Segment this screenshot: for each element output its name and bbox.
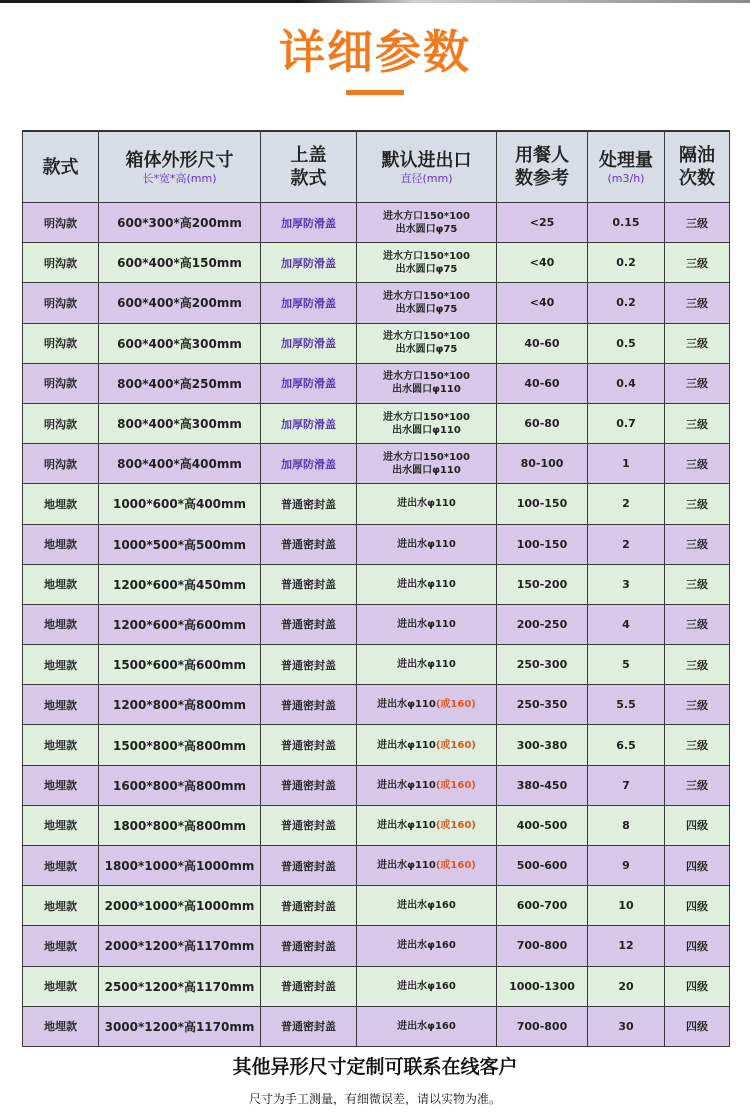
port-line-2: 出水圆口φ75	[395, 223, 458, 235]
cell-style: 地埋款	[23, 524, 99, 564]
port-line-2: 出水圆口φ110	[392, 424, 461, 436]
cell-people: <40	[497, 243, 588, 283]
cell-lid: 普通密封盖	[261, 966, 357, 1006]
cell-size: 3000*1200*高1170mm	[99, 1006, 261, 1046]
cell-style: 地埋款	[23, 805, 99, 845]
cell-port	[357, 966, 497, 1006]
port-line-2: (或160)	[435, 819, 476, 831]
cell-separation: 三级	[665, 645, 730, 685]
cell-separation: 四级	[665, 846, 730, 886]
table-row	[23, 444, 730, 484]
cell-lid: 普通密封盖	[261, 685, 357, 725]
cell-style: 明沟款	[23, 444, 99, 484]
cell-capacity: 2	[588, 524, 665, 564]
cell-style: 明沟款	[23, 283, 99, 323]
cell-separation: 三级	[665, 765, 730, 805]
table-row	[23, 323, 730, 363]
table-row	[23, 725, 730, 765]
cell-people: 80-100	[497, 444, 588, 484]
cell-separation: 三级	[665, 243, 730, 283]
port-line-1: 进出水φ160	[397, 980, 456, 992]
cell-style: 明沟款	[23, 243, 99, 283]
cell-lid: 加厚防滑盖	[261, 403, 357, 443]
cell-size: 2500*1200*高1170mm	[99, 966, 261, 1006]
cell-port	[357, 886, 497, 926]
cell-lid: 加厚防滑盖	[261, 444, 357, 484]
port-line-1: 进出水φ160	[397, 940, 456, 952]
table-row	[23, 846, 730, 886]
cell-size: 1000*600*高400mm	[99, 484, 261, 524]
table-row	[23, 564, 730, 604]
cell-port	[357, 805, 497, 845]
port-line-1: 进出水φ110	[397, 618, 456, 630]
cell-port	[357, 685, 497, 725]
port-line-1: 进水方口150*100	[383, 371, 470, 383]
cell-port	[357, 243, 497, 283]
cell-capacity: 0.2	[588, 243, 665, 283]
cell-lid: 普通密封盖	[261, 765, 357, 805]
cell-separation: 三级	[665, 283, 730, 323]
cell-port	[357, 725, 497, 765]
cell-size: 1600*800*高800mm	[99, 765, 261, 805]
cell-people: 40-60	[497, 363, 588, 403]
port-line-1: 进出水φ110	[377, 779, 436, 791]
cell-port	[357, 926, 497, 966]
cell-size: 1200*600*高600mm	[99, 604, 261, 644]
cell-capacity: 3	[588, 564, 665, 604]
cell-size: 1500*600*高600mm	[99, 645, 261, 685]
cell-capacity: 0.5	[588, 323, 665, 363]
cell-lid: 普通密封盖	[261, 725, 357, 765]
cell-size: 600*400*高300mm	[99, 323, 261, 363]
cell-capacity: 2	[588, 484, 665, 524]
cell-people: 250-350	[497, 685, 588, 725]
cell-separation: 三级	[665, 725, 730, 765]
port-line-2: (或160)	[435, 739, 476, 751]
cell-capacity: 0.15	[588, 203, 665, 243]
cell-lid: 普通密封盖	[261, 564, 357, 604]
table-row	[23, 243, 730, 283]
page-title: 详细参数	[279, 25, 471, 79]
footer-custom-note: 其他异形尺寸定制可联系在线客户	[232, 1056, 518, 1078]
cell-lid: 加厚防滑盖	[261, 243, 357, 283]
cell-lid: 普通密封盖	[261, 805, 357, 845]
cell-separation: 三级	[665, 363, 730, 403]
footer-measure-note: 尺寸为手工测量，有细微误差，请以实物为准。	[248, 1092, 501, 1106]
cell-separation: 三级	[665, 403, 730, 443]
cell-size: 600*300*高200mm	[99, 203, 261, 243]
cell-lid: 普通密封盖	[261, 604, 357, 644]
cell-capacity: 0.7	[588, 403, 665, 443]
cell-style: 地埋款	[23, 645, 99, 685]
cell-port	[357, 765, 497, 805]
port-line-2: 出水圆口φ75	[395, 344, 458, 356]
cell-capacity: 10	[588, 886, 665, 926]
port-line-1: 进水方口150*100	[383, 210, 470, 222]
cell-capacity: 20	[588, 966, 665, 1006]
cell-lid: 普通密封盖	[261, 846, 357, 886]
cell-capacity: 5.5	[588, 685, 665, 725]
port-line-1: 进水方口150*100	[383, 451, 470, 463]
cell-lid: 普通密封盖	[261, 524, 357, 564]
cell-port	[357, 604, 497, 644]
cell-capacity: 0.2	[588, 283, 665, 323]
cell-size: 1500*800*高800mm	[99, 725, 261, 765]
table-row	[23, 604, 730, 644]
cell-separation: 四级	[665, 966, 730, 1006]
port-line-2: 出水圆口φ75	[395, 303, 458, 315]
table-row	[23, 1006, 730, 1046]
cell-separation: 四级	[665, 805, 730, 845]
cell-separation: 三级	[665, 685, 730, 725]
top-divider-line	[0, 0, 750, 3]
cell-size: 1200*600*高450mm	[99, 564, 261, 604]
cell-capacity: 5	[588, 645, 665, 685]
cell-size: 2000*1000*高1000mm	[99, 886, 261, 926]
cell-style: 地埋款	[23, 484, 99, 524]
table-row	[23, 966, 730, 1006]
cell-people: 380-450	[497, 765, 588, 805]
cell-port	[357, 403, 497, 443]
table-row	[23, 203, 730, 243]
port-line-1: 进出水φ110	[397, 659, 456, 671]
table-row	[23, 403, 730, 443]
cell-style: 地埋款	[23, 966, 99, 1006]
cell-separation: 四级	[665, 886, 730, 926]
cell-style: 地埋款	[23, 725, 99, 765]
cell-capacity: 6.5	[588, 725, 665, 765]
cell-capacity: 4	[588, 604, 665, 644]
port-line-1: 进出水φ160	[397, 900, 456, 912]
port-line-1: 进水方口150*100	[383, 331, 470, 343]
cell-people: 100-150	[497, 524, 588, 564]
cell-separation: 三级	[665, 484, 730, 524]
cell-port	[357, 846, 497, 886]
cell-lid: 加厚防滑盖	[261, 203, 357, 243]
cell-people: 500-600	[497, 846, 588, 886]
cell-people: 700-800	[497, 926, 588, 966]
cell-separation: 四级	[665, 926, 730, 966]
spec-table	[22, 130, 730, 1047]
cell-port	[357, 484, 497, 524]
cell-size: 1800*800*高800mm	[99, 805, 261, 845]
cell-style: 地埋款	[23, 604, 99, 644]
table-row	[23, 765, 730, 805]
port-line-1: 进出水φ110	[377, 860, 436, 872]
cell-port	[357, 645, 497, 685]
port-line-1: 进出水φ110	[377, 819, 436, 831]
port-line-2: (或160)	[435, 779, 476, 791]
header-separation: 隔油 次数	[665, 131, 730, 203]
cell-people: 60-80	[497, 403, 588, 443]
cell-port	[357, 1006, 497, 1046]
cell-lid: 加厚防滑盖	[261, 323, 357, 363]
table-row	[23, 363, 730, 403]
cell-port	[357, 444, 497, 484]
table-row	[23, 524, 730, 564]
port-line-1: 进出水φ110	[397, 498, 456, 510]
cell-capacity: 12	[588, 926, 665, 966]
cell-separation: 三级	[665, 203, 730, 243]
cell-size: 800*400*高250mm	[99, 363, 261, 403]
table-header-row	[23, 131, 730, 203]
cell-people: 150-200	[497, 564, 588, 604]
port-line-2: (或160)	[435, 699, 476, 711]
table-row	[23, 886, 730, 926]
cell-capacity: 0.4	[588, 363, 665, 403]
cell-people: 200-250	[497, 604, 588, 644]
header-people: 用餐人 数参考	[497, 131, 588, 203]
table-row	[23, 685, 730, 725]
cell-style: 明沟款	[23, 203, 99, 243]
cell-lid: 普通密封盖	[261, 926, 357, 966]
cell-people: 100-150	[497, 484, 588, 524]
cell-lid: 普通密封盖	[261, 484, 357, 524]
cell-separation: 三级	[665, 524, 730, 564]
cell-size: 1200*800*高800mm	[99, 685, 261, 725]
header-capacity: 处理量 (m3/h)	[588, 131, 665, 203]
cell-lid: 普通密封盖	[261, 645, 357, 685]
port-line-2: 出水圆口φ75	[395, 263, 458, 275]
cell-capacity: 1	[588, 444, 665, 484]
header-style: 款式	[23, 131, 99, 203]
cell-capacity: 7	[588, 765, 665, 805]
cell-lid: 普通密封盖	[261, 886, 357, 926]
cell-port	[357, 524, 497, 564]
cell-capacity: 9	[588, 846, 665, 886]
table-row	[23, 926, 730, 966]
header-port: 默认进出口 直径(mm)	[357, 131, 497, 203]
cell-size: 600*400*高150mm	[99, 243, 261, 283]
table-row	[23, 484, 730, 524]
cell-separation: 三级	[665, 564, 730, 604]
port-line-2: (或160)	[435, 860, 476, 872]
cell-style: 地埋款	[23, 886, 99, 926]
table-row	[23, 805, 730, 845]
cell-people: 250-300	[497, 645, 588, 685]
cell-lid: 普通密封盖	[261, 1006, 357, 1046]
cell-style: 地埋款	[23, 926, 99, 966]
cell-port	[357, 323, 497, 363]
port-line-2: 出水圆口φ110	[392, 384, 461, 396]
port-line-1: 进水方口150*100	[383, 290, 470, 302]
cell-separation: 四级	[665, 1006, 730, 1046]
cell-style: 地埋款	[23, 685, 99, 725]
header-size: 箱体外形尺寸 长*宽*高(mm)	[99, 131, 261, 203]
cell-style: 地埋款	[23, 765, 99, 805]
cell-style: 明沟款	[23, 363, 99, 403]
table-row	[23, 283, 730, 323]
cell-people: 300-380	[497, 725, 588, 765]
cell-port	[357, 363, 497, 403]
cell-capacity: 30	[588, 1006, 665, 1046]
cell-size: 600*400*高200mm	[99, 283, 261, 323]
cell-people: 400-500	[497, 805, 588, 845]
cell-lid: 加厚防滑盖	[261, 363, 357, 403]
cell-style: 地埋款	[23, 846, 99, 886]
port-line-1: 进出水φ160	[397, 1020, 456, 1032]
cell-style: 明沟款	[23, 323, 99, 363]
cell-separation: 三级	[665, 604, 730, 644]
cell-size: 1000*500*高500mm	[99, 524, 261, 564]
cell-people: <40	[497, 283, 588, 323]
cell-style: 地埋款	[23, 1006, 99, 1046]
cell-people: 700-800	[497, 1006, 588, 1046]
header-lid: 上盖 款式	[261, 131, 357, 203]
cell-size: 1800*1000*高1000mm	[99, 846, 261, 886]
cell-size: 800*400*高400mm	[99, 444, 261, 484]
cell-people: 1000-1300	[497, 966, 588, 1006]
cell-size: 2000*1200*高1170mm	[99, 926, 261, 966]
cell-people: 600-700	[497, 886, 588, 926]
port-line-1: 进出水φ110	[377, 699, 436, 711]
table-row	[23, 645, 730, 685]
cell-capacity: 8	[588, 805, 665, 845]
title-underline	[346, 90, 404, 95]
port-line-2: 出水圆口φ110	[392, 464, 461, 476]
cell-people: <25	[497, 203, 588, 243]
cell-lid: 加厚防滑盖	[261, 283, 357, 323]
cell-people: 40-60	[497, 323, 588, 363]
port-line-1: 进出水φ110	[397, 538, 456, 550]
cell-port	[357, 203, 497, 243]
port-line-1: 进出水φ110	[397, 578, 456, 590]
cell-separation: 三级	[665, 323, 730, 363]
cell-separation: 三级	[665, 444, 730, 484]
port-line-1: 进出水φ110	[377, 739, 436, 751]
port-line-1: 进水方口150*100	[383, 411, 470, 423]
cell-style: 地埋款	[23, 564, 99, 604]
cell-size: 800*400*高300mm	[99, 403, 261, 443]
cell-port	[357, 564, 497, 604]
cell-port	[357, 283, 497, 323]
port-line-1: 进水方口150*100	[383, 250, 470, 262]
cell-style: 明沟款	[23, 403, 99, 443]
